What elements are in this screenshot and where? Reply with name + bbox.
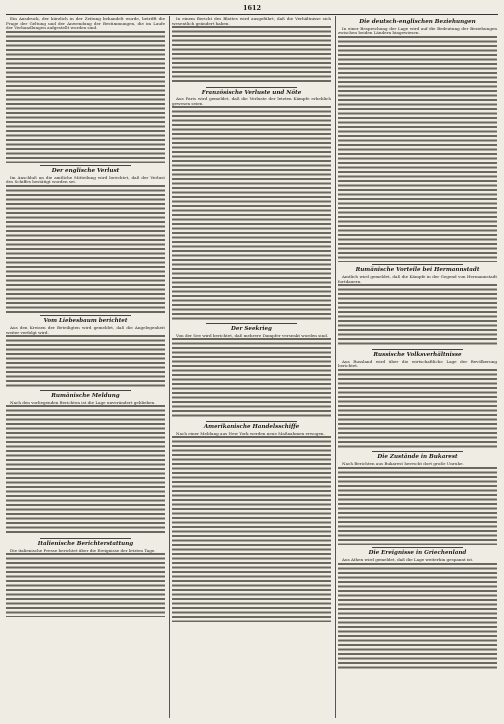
article-body-lines — [172, 436, 331, 622]
article-text: Im Anschluß an die amtliche Mitteilung wird berichtet, daß der Verlust des Schiffes bestätigt worden sei. — [6, 174, 165, 185]
article — [6, 315, 165, 387]
article-separator — [206, 323, 297, 324]
page-number: 1612 — [242, 4, 262, 12]
article-separator — [40, 315, 131, 316]
article — [338, 349, 497, 449]
article-separator — [206, 87, 297, 88]
column-3 — [338, 17, 497, 717]
article-text: Aus Paris wird gemeldet, daß die Verluste der letzten Kämpfe erheblich gewesen seien. — [172, 96, 331, 106]
article-heading: Der englische Verlust — [51, 168, 120, 174]
article-separator — [40, 390, 131, 391]
article — [172, 17, 331, 84]
article-separator — [372, 547, 463, 548]
article — [338, 19, 497, 262]
article-separator — [40, 165, 131, 166]
article-body-lines — [172, 26, 331, 84]
article-heading: Italienische Berichterstattung — [37, 540, 134, 547]
page-header — [6, 2, 498, 14]
article-heading: Die Ereignisse in Griechenland — [368, 550, 467, 557]
article-separator — [372, 349, 463, 350]
article — [6, 390, 165, 535]
header-rule — [6, 14, 498, 15]
article-text: Nach den vorliegenden Berichten ist die Lage unverändert geblieben. — [10, 399, 156, 405]
article-text: Ein Ausdruck, der kürzlich in der Zeitung behandelt wurde, betrifft die Frage der Geltung und der Anwendung der Bestimmungen, die im Laufe der Verhandlungen aufgestellt worden sind. — [6, 17, 165, 30]
article-body-lines — [172, 338, 331, 418]
article-heading: Die Zustände in Bukarest — [377, 454, 458, 461]
article-heading: Rumänische Vorteile bei Hermannstadt — [355, 267, 480, 274]
article-separator — [372, 451, 463, 452]
article — [172, 87, 331, 321]
article — [338, 451, 497, 544]
article-body-lines — [338, 369, 497, 449]
article — [6, 538, 165, 617]
article-text: Von der See wird berichtet, daß mehrere Dampfer versenkt worden sind. — [176, 332, 329, 338]
article-text: Aus den Kreisen der Beteiligten wird gemeldet, daß die Angelegenheit weiter verfolgt wird. — [6, 325, 165, 335]
article-separator — [206, 421, 297, 422]
article-body-lines — [6, 31, 165, 163]
article-text: Aus Russland wird über die wirtschaftliche Lage der Bevölkerung berichtet. — [338, 358, 497, 369]
column-2 — [172, 17, 331, 717]
article-text: Nach Berichten aus Bukarest herrscht dort große Unruhe. — [342, 461, 464, 467]
column-1 — [6, 17, 165, 717]
article-heading: Der Seekrieg — [231, 325, 272, 332]
article-separator — [372, 264, 463, 265]
article-body-lines — [338, 563, 497, 669]
article-text: Amtlich wird gemeldet, daß die Kämpfe in der Gegend von Hermannstadt fortdauern. — [338, 274, 497, 284]
article-text: Nach einer Meldung aus New York werden neue Maßnahmen erwogen. — [176, 430, 325, 436]
article-body-lines — [338, 284, 497, 346]
article-text: In einer Besprechung der Lage wird auf die Bedeutung der Beziehungen zwischen beiden Ländern hingewiesen. — [338, 25, 497, 36]
article-body-lines — [172, 106, 331, 320]
article-heading: Amerikanische Handelsschiffe — [203, 423, 300, 430]
article-heading: Russische Volksverhältnisse — [373, 351, 462, 358]
article — [172, 421, 331, 622]
article-heading: Vom Liebesbaum berichtet — [43, 318, 128, 325]
article-body-lines — [6, 405, 165, 535]
article-text: Aus Athen wird gemeldet, daß die Lage weiterhin gespannt ist. — [342, 557, 474, 563]
article-heading: Die deutsch-englischen Beziehungen — [359, 19, 476, 25]
column-divider — [169, 16, 170, 718]
article-text: Die italienische Presse berichtet über die Ereignisse der letzten Tage. — [10, 547, 156, 553]
article-heading: Französische Verluste und Nöte — [201, 89, 302, 96]
article-heading: Rumänische Meldung — [51, 392, 120, 399]
article-body-lines — [338, 36, 497, 262]
article-body-lines — [6, 185, 165, 313]
article — [338, 264, 497, 346]
article-text: In einem Bericht des Blattes wird ausgeführt, daß die Verhältnisse sich wesentlich geändert haben. — [172, 17, 331, 26]
article — [6, 17, 165, 163]
article-separator — [40, 538, 131, 539]
article-body-lines — [338, 467, 497, 545]
article-body-lines — [6, 335, 165, 387]
article — [172, 323, 331, 418]
article — [6, 165, 165, 313]
column-divider — [335, 16, 336, 718]
article — [338, 547, 497, 668]
article-body-lines — [6, 553, 165, 617]
